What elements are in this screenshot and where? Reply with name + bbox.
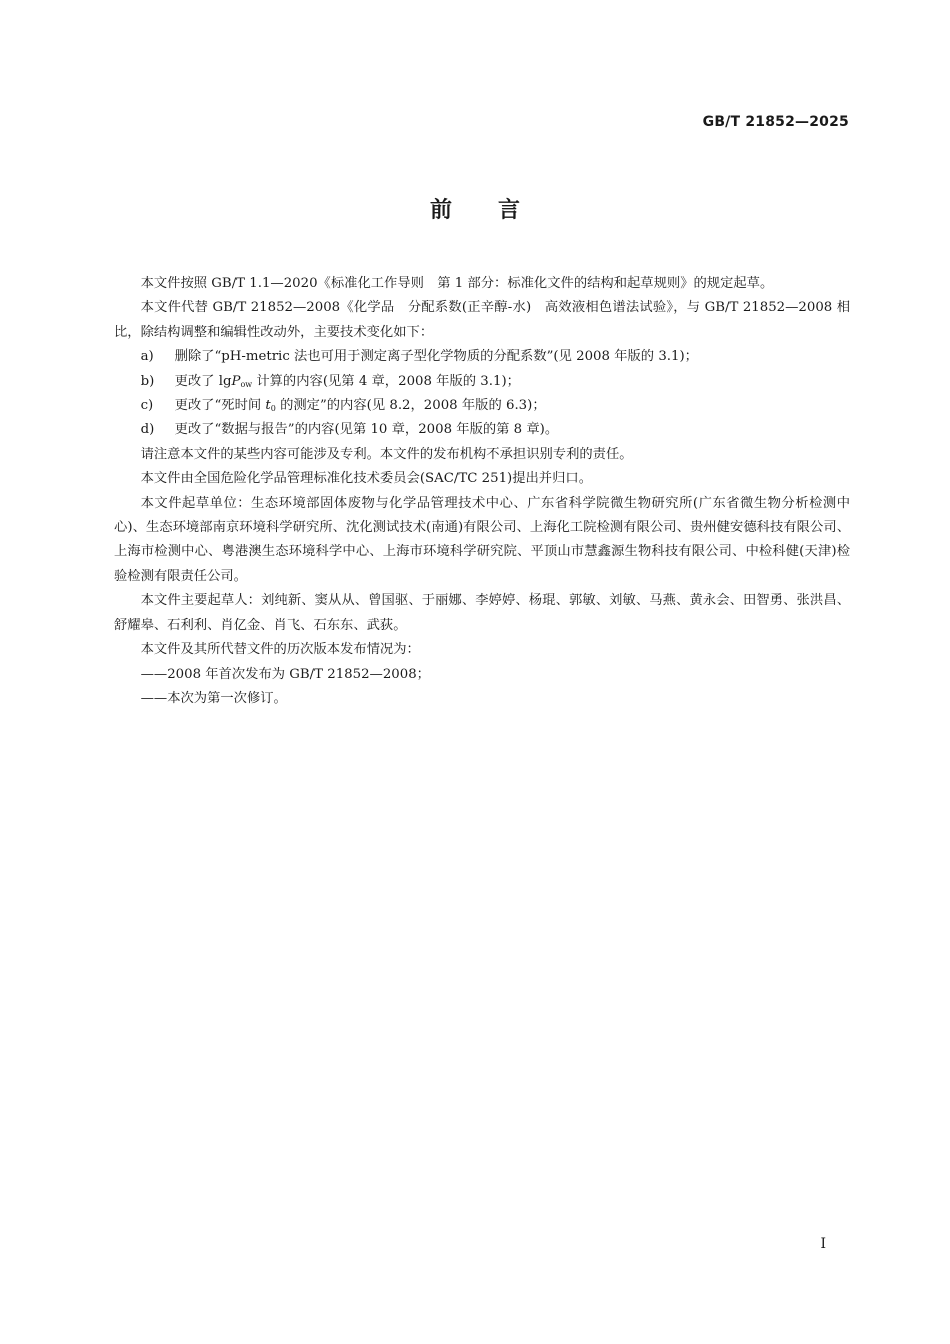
- list-item-text: 更改了 lg: [174, 373, 232, 389]
- list-item-text: 删除了“pH-metric 法也可用于测定离子型化学物质的分配系数”(见 2008 年版的 3.1)；: [174, 349, 698, 365]
- paragraph-replaces: 本文件代替 GB/T 21852—2008《化学品 分配系数(正辛醇-水) 高效液相色谱法试验》，与 GB/T 21852—2008 相比，除结构调整和编辑性改动外，主要技术变化如下：: [114, 300, 850, 340]
- page-number: I: [820, 1236, 826, 1252]
- subscript-ow: ow: [240, 379, 253, 389]
- paragraph-technical-committee: 本文件由全国危险化学品管理标准化技术委员会(SAC/TC 251)提出并归口。: [140, 471, 592, 487]
- list-item-b: [114, 370, 850, 394]
- paragraph-drafting-rule: 本文件按照 GB/T 1.1—2020《标准化工作导则 第 1 部分：标准化文件的结构和起草规则》的规定起草。: [140, 276, 774, 291]
- list-item-text: 更改了“死时间: [174, 398, 266, 414]
- history-item-2008: ——2008 年首次发布为 GB/T 21852—2008；: [140, 666, 430, 682]
- paragraph-patent: 请注意本文件的某些内容可能涉及专利。本文件的发布机构不承担识别专利的责任。: [140, 446, 633, 462]
- paragraph-version-history: 本文件及其所代替文件的历次版本发布情况为：: [140, 642, 420, 658]
- list-item-text: 更改了“数据与报告”的内容(见第 10 章，2008 年版的第 8 章)。: [174, 422, 559, 438]
- list-item-tag: a): [140, 349, 154, 365]
- subscript-0: 0: [270, 404, 276, 414]
- document-body: [114, 272, 850, 711]
- history-item-current: ——本次为第一次修订。: [140, 690, 287, 706]
- list-item-text: 的测定”的内容(见 8.2，2008 年版的 6.3)；: [275, 398, 546, 414]
- list-item-c: [114, 394, 850, 418]
- variable-p: P: [231, 373, 241, 389]
- list-item-text: 计算的内容(见第 4 章，2008 年版的 3.1)；: [252, 373, 520, 389]
- list-item-tag: b): [140, 373, 155, 389]
- list-item-d: [114, 418, 850, 442]
- paragraph-drafters: 本文件主要起草人：刘纯新、窦从从、曾国驱、于丽娜、李婷婷、杨琨、郭敏、刘敏、马燕、黄永会、田智勇、张洪昌、舒耀皋、石利利、肖亿金、肖飞、石东东、武荻。: [114, 593, 850, 633]
- variable-t: t: [265, 398, 271, 414]
- paragraph-drafting-units: 本文件起草单位：生态环境部固体废物与化学品管理技术中心、广东省科学院微生物研究所(广东省微生物分析检测中心)、生态环境部南京环境科学研究所、沈化测试技术(南通)有限公司、上海化工院检测有限公司、贵州健安德科技有限公司、上海市检测中心、粤港澳生态环境科学中心、上海市环境科学研究院、平顶山市慧鑫源生物科技有限公司、中检科健(天津)检验检测有限责任公司。: [114, 495, 850, 584]
- standard-code: GB/T 21852—2025: [702, 114, 849, 130]
- page-title: 前言: [429, 198, 566, 223]
- list-item-tag: d): [140, 422, 155, 438]
- list-item-a: [114, 345, 850, 369]
- list-item-tag: c): [140, 398, 154, 414]
